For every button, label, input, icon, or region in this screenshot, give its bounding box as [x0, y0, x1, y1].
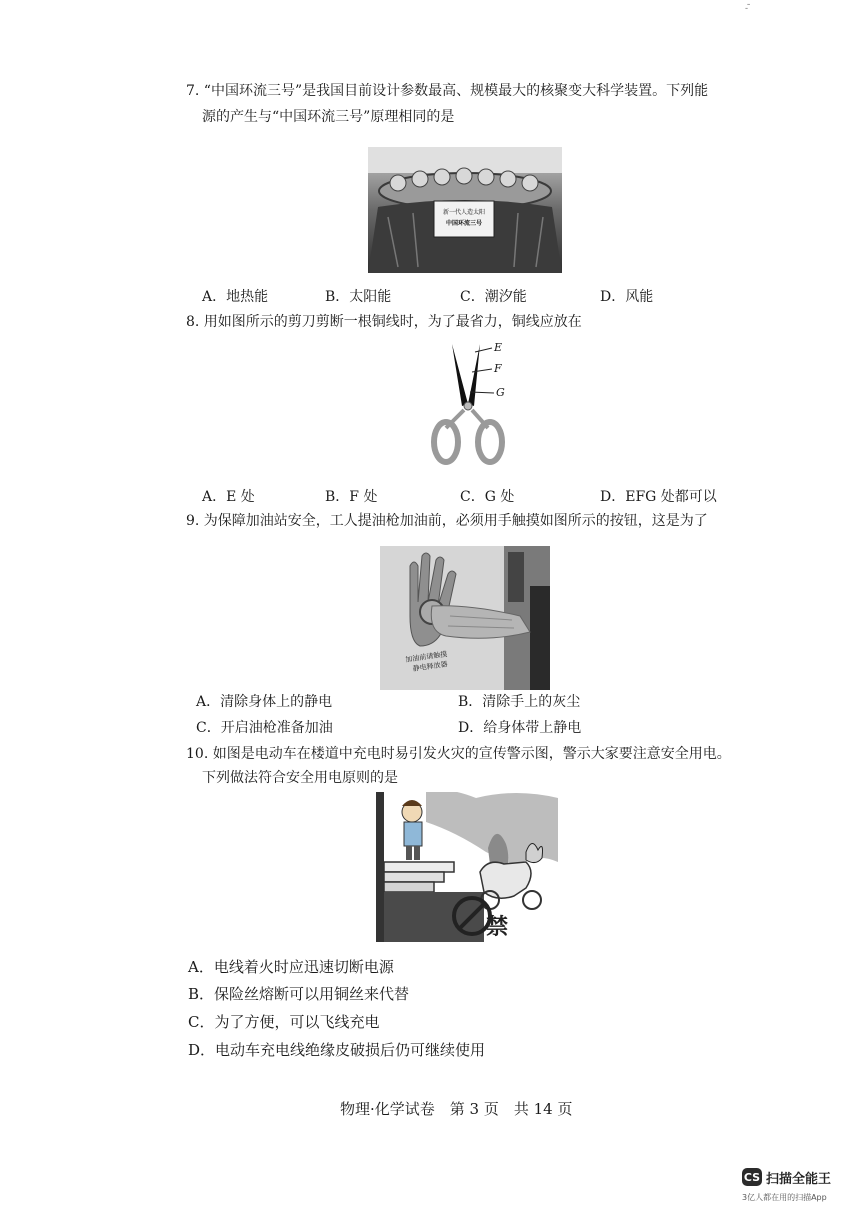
q8-option-b: B．F 处	[325, 489, 378, 505]
q8-option-a: A．E 处	[202, 489, 255, 505]
q7-reactor-photo	[368, 147, 562, 273]
q10-forbidden-text: 禁	[486, 914, 509, 940]
q10-stem-line2: 下列做法符合安全用电原则的是	[202, 770, 398, 786]
q8-option-c: C．G 处	[460, 489, 515, 505]
q9-option-d: D．给身体带上静电	[458, 720, 582, 736]
q7-stem-line1: 7. “中国环流三号”是我国目前设计参数最高、规模最大的核聚变大科学装置。下列能	[186, 83, 709, 99]
q7-option-b: B．太阳能	[325, 289, 392, 305]
q10-warning-illustration	[376, 792, 558, 942]
q8-scissors-figure	[424, 338, 524, 468]
q9-option-a: A．清除身体上的静电	[196, 694, 333, 710]
q10-option-c: C．为了方便，可以飞线充电	[188, 1013, 380, 1031]
q10-option-d: D．电动车充电线绝缘皮破损后仍可继续使用	[188, 1041, 486, 1059]
corner-mark: - ̄	[745, 4, 751, 14]
q9-sign-line1: 加油前请触摸	[404, 650, 448, 664]
q8-option-d: D．EFG 处都可以	[600, 489, 717, 505]
q9-stem-line1: 9. 为保障加油站安全，工人提油枪加油前，必须用手触摸如图所示的按钮，这是为了	[186, 513, 708, 529]
page-footer: 物理·化学试卷 第 3 页 共 14 页	[340, 1100, 573, 1118]
scanner-app-name: 扫描全能王	[766, 1172, 832, 1187]
q7-sign-line2: 中国环流三号	[445, 220, 482, 227]
q10-stem-line1: 10. 如图是电动车在楼道中充电时易引发火灾的宣传警示图，警示大家要注意安全用电。	[186, 746, 731, 762]
q7-stem-line2: 源的产生与“中国环流三号”原理相同的是	[202, 109, 455, 125]
q7-option-c: C．潮汐能	[460, 289, 527, 305]
q10-option-b: B．保险丝熔断可以用铜丝来代替	[188, 985, 410, 1003]
q9-option-b: B．清除手上的灰尘	[458, 694, 581, 710]
q10-option-a: A．电线着火时应迅速切断电源	[188, 958, 394, 976]
q8-stem-line1: 8. 用如图所示的剪刀剪断一根铜线时，为了最省力，铜线应放在	[186, 314, 582, 330]
q8-label-g: G	[496, 386, 505, 399]
q7-option-d: D．风能	[600, 289, 654, 305]
q8-label-e: E	[494, 341, 503, 354]
q9-static-discharger-photo	[380, 546, 550, 690]
q9-sign-line2: 静电释放器	[412, 660, 449, 673]
scanner-logo: CS	[742, 1168, 762, 1186]
scanner-tagline: 3亿人都在用的扫描App	[742, 1193, 827, 1202]
q9-option-c: C．开启油枪准备加油	[196, 720, 333, 736]
q7-sign-line1: 新一代人造太阳	[442, 209, 485, 216]
q8-label-f: F	[494, 362, 502, 375]
q7-option-a: A．地热能	[202, 289, 269, 305]
